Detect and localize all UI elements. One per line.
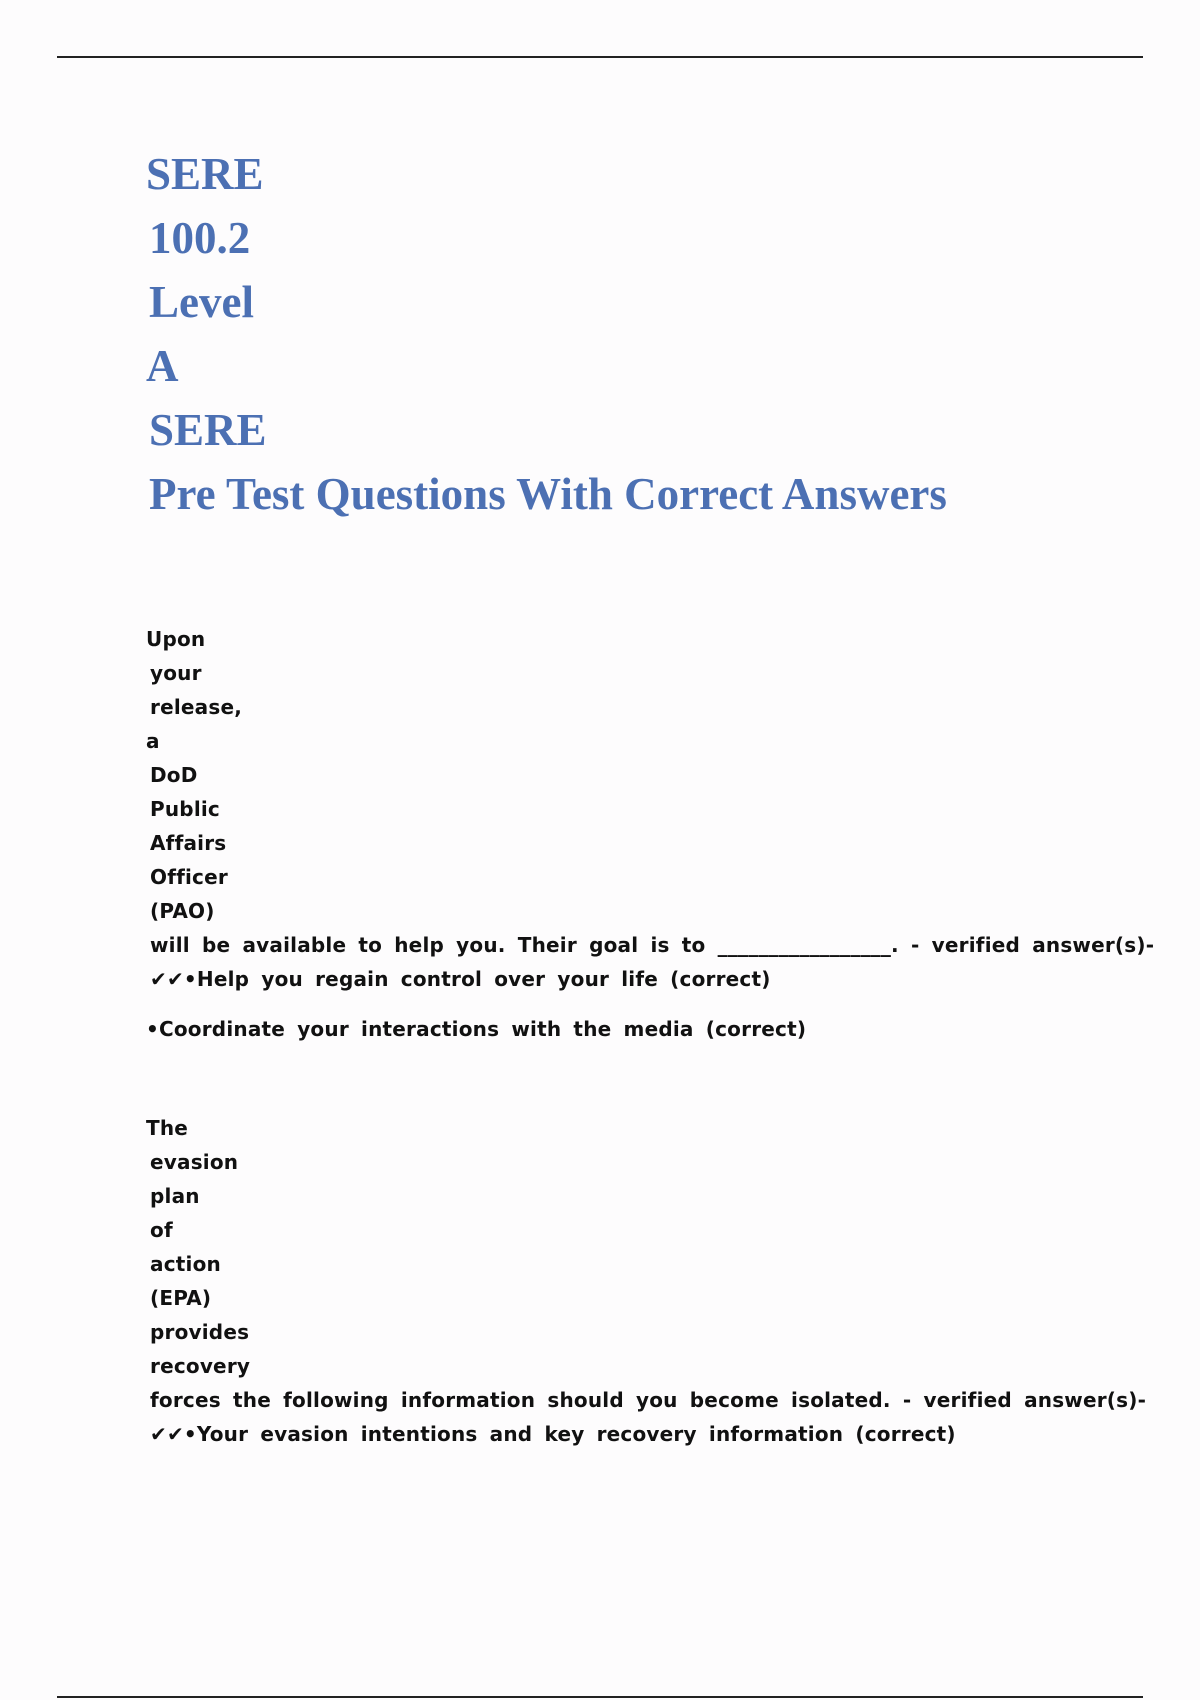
question-word: release,	[150, 695, 243, 719]
question-tail: will be available to help you. Their goal is to _________________. - verified answer(s)-	[150, 933, 1155, 957]
question-word: action	[150, 1252, 221, 1276]
title-line: SERE	[149, 405, 267, 455]
answer-line: ✔✔•Your evasion intentions and key recovery information (correct)	[150, 1422, 956, 1446]
document-title	[146, 142, 947, 526]
question-word: Officer	[150, 865, 228, 889]
title-line: A	[146, 341, 179, 391]
title-line: SERE	[146, 149, 264, 199]
question-word: your	[150, 661, 202, 685]
question-word: recovery	[150, 1354, 251, 1378]
title-line: Level	[149, 277, 254, 327]
question-word: (EPA)	[150, 1286, 212, 1310]
question-word: Upon	[146, 627, 206, 651]
question-word: Public	[150, 797, 220, 821]
question-word: Affairs	[150, 831, 227, 855]
answer-line: ✔✔•Help you regain control over your life (correct)	[150, 967, 771, 991]
question-block	[146, 622, 1155, 1046]
title-line: 100.2	[149, 213, 251, 263]
question-word: plan	[150, 1184, 200, 1208]
title-line: Pre Test Questions With Correct Answers	[149, 469, 947, 519]
question-word: of	[150, 1218, 173, 1242]
question-word: DoD	[150, 763, 198, 787]
question-word: provides	[150, 1320, 250, 1344]
question-word: The	[146, 1116, 189, 1140]
question-word: (PAO)	[150, 899, 215, 923]
question-block	[146, 1111, 1147, 1451]
header-rule	[57, 56, 1143, 58]
answer-line: •Coordinate your interactions with the media (correct)	[146, 1017, 807, 1041]
footer-rule	[57, 1696, 1143, 1698]
question-tail: forces the following information should you become isolated. - verified answer(s)-	[150, 1388, 1147, 1412]
question-word: a	[146, 729, 160, 753]
question-word: evasion	[150, 1150, 239, 1174]
